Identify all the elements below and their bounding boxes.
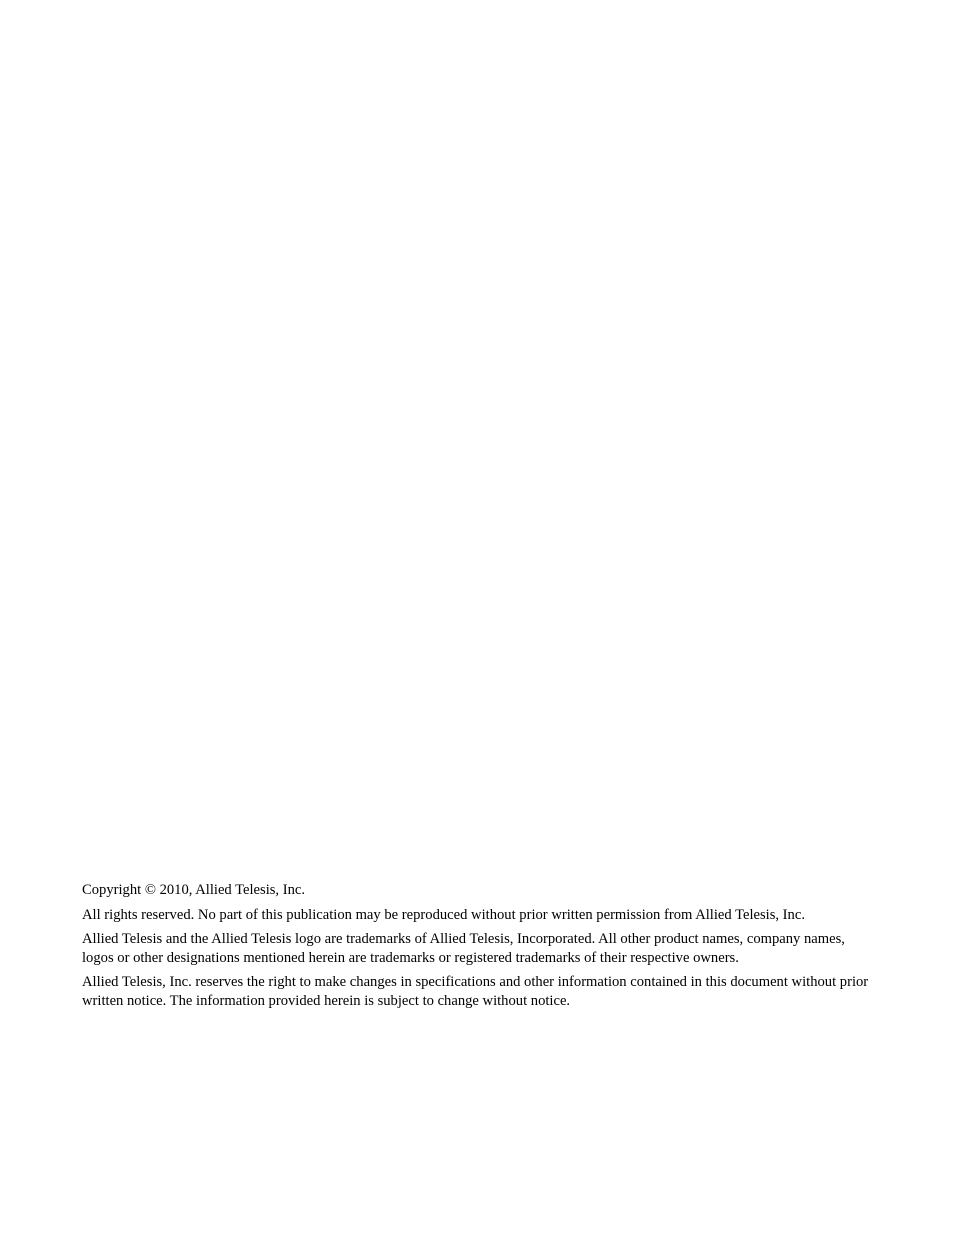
rights-reserved-paragraph: All rights reserved. No part of this publication may be reproduced without prior written permission from Allied Telesis, Inc. xyxy=(82,907,805,923)
trademarks-paragraph: Allied Telesis and the Allied Telesis logo are trademarks of Allied Telesis, Incorporated. All other product names, company names, logos or other designations mentioned herein are trademarks or registered trademarks of their respective owners. xyxy=(82,931,845,966)
copyright-line: Copyright © 2010, Allied Telesis, Inc. xyxy=(82,882,306,898)
legal-notice xyxy=(82,881,872,1016)
changes-notice-paragraph: Allied Telesis, Inc. reserves the right to make changes in specifications and other information contained in this document without prior written notice. The information provided herein is subject to change without notice. xyxy=(82,974,869,1009)
